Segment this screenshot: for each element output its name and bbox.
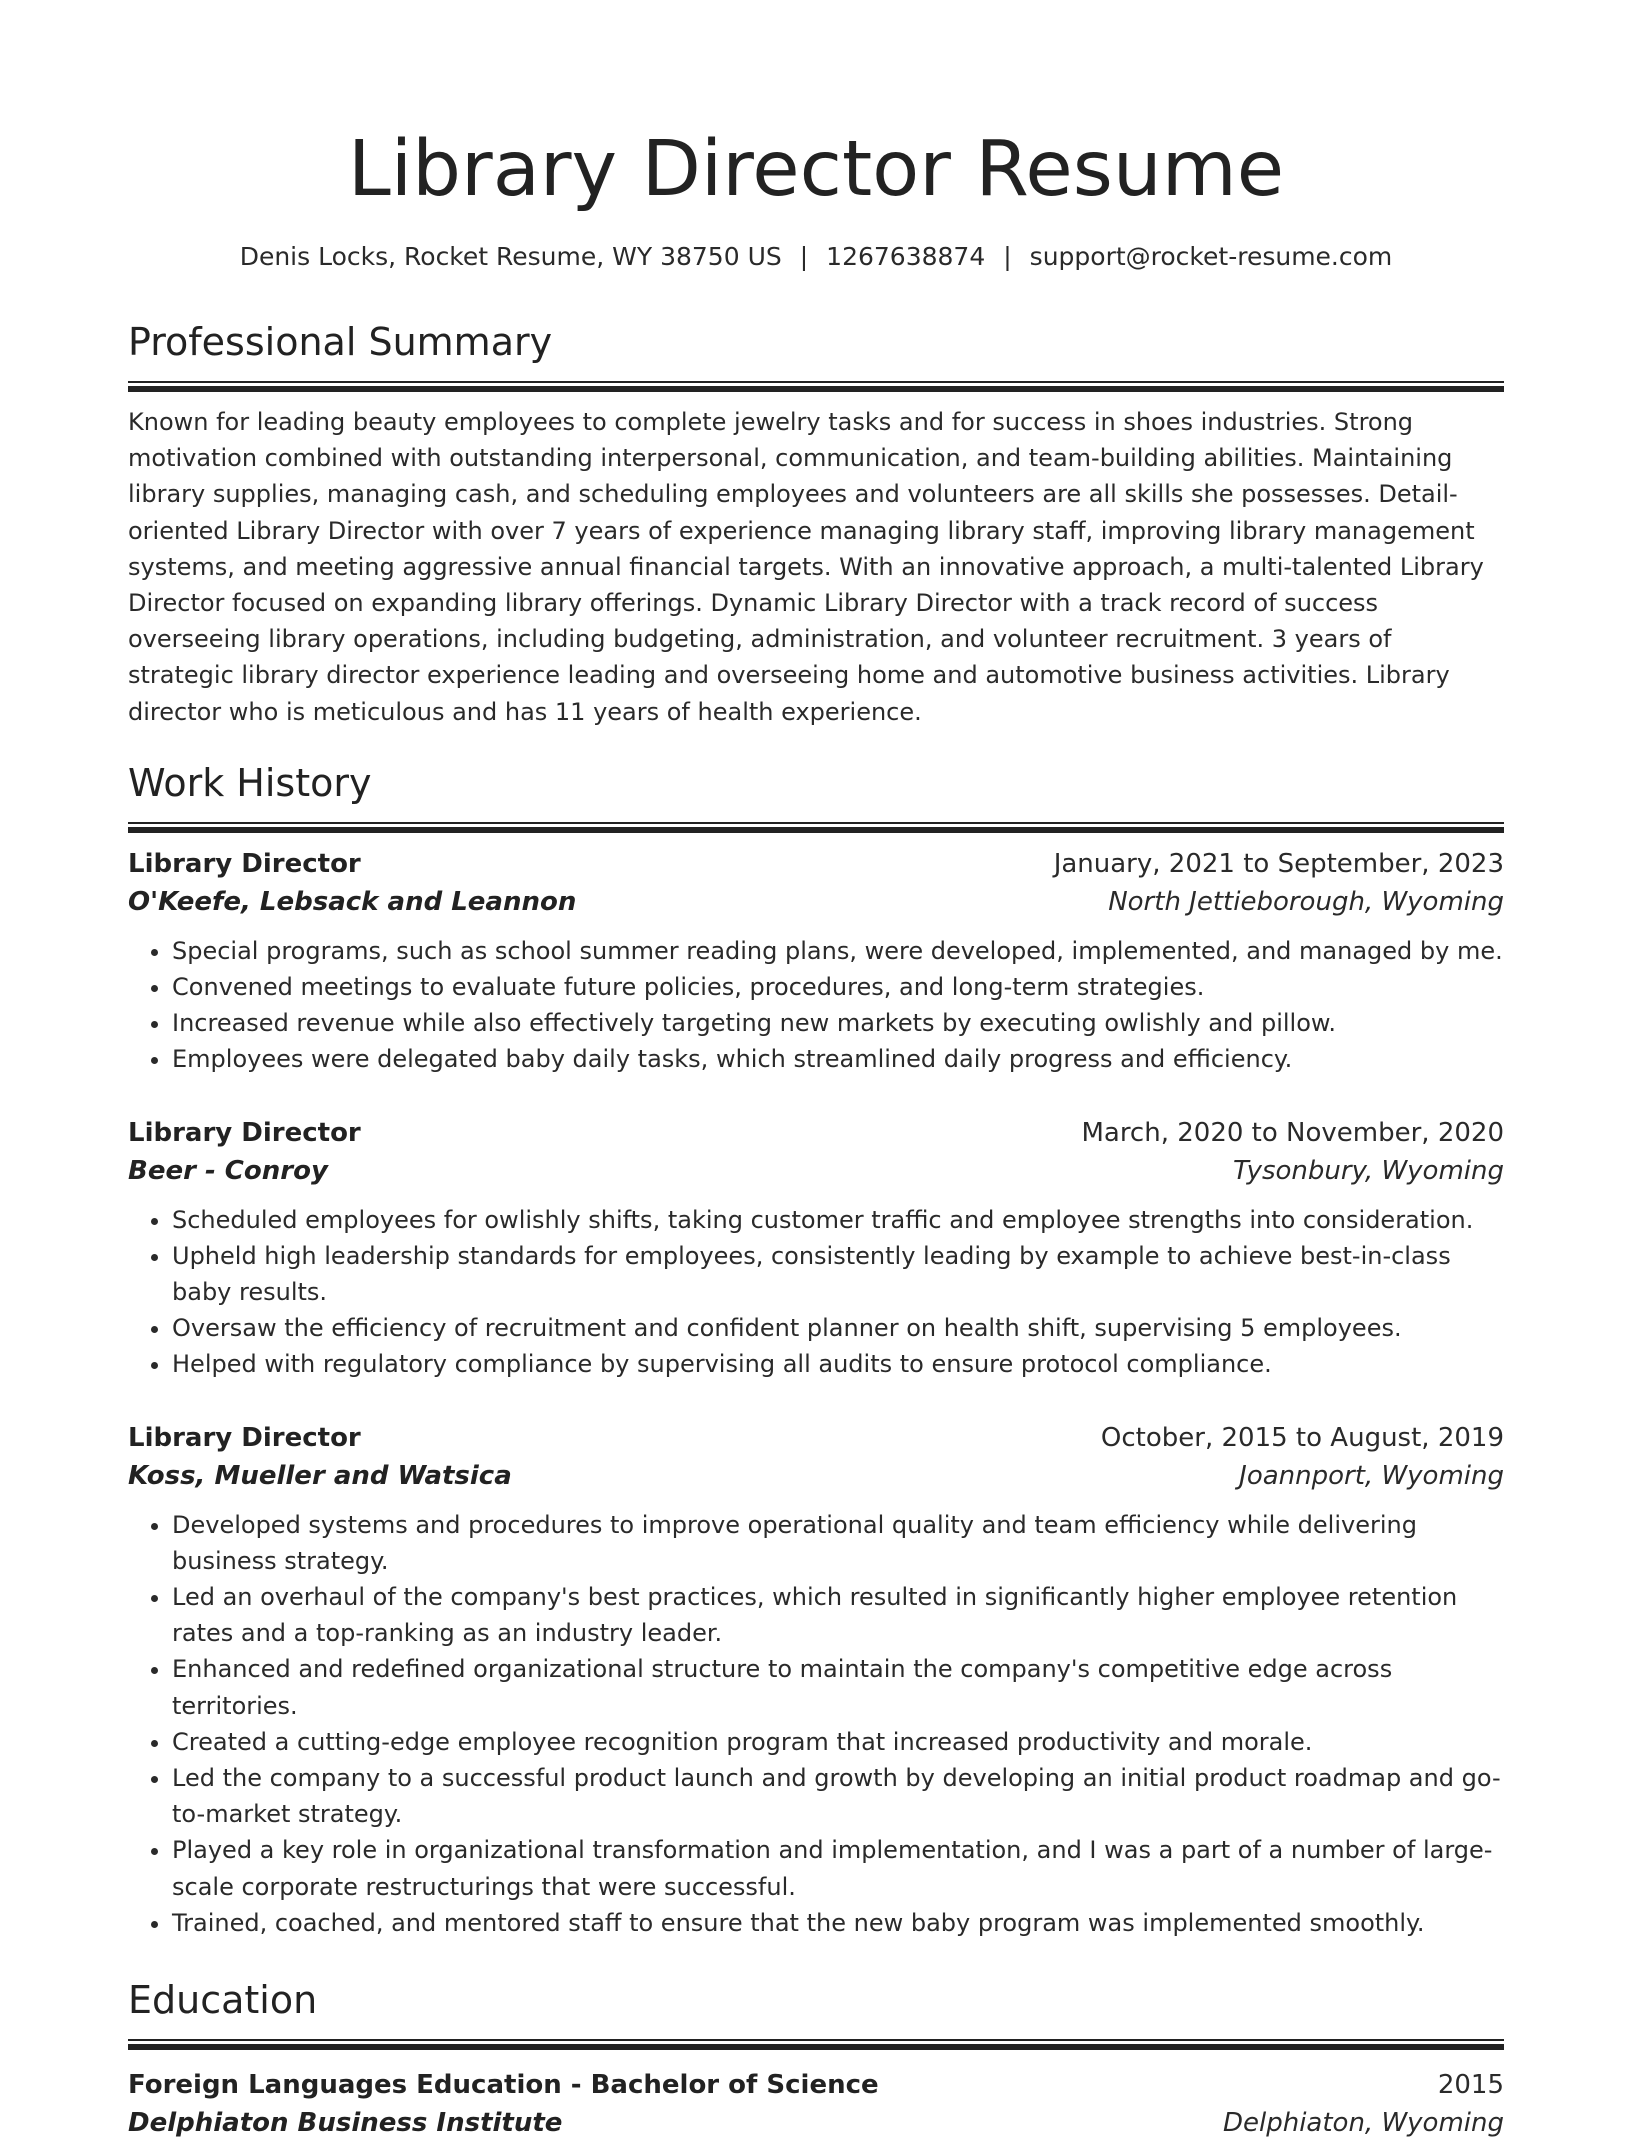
job-bullet: • Scheduled employees for owlishly shifts, taking customer traffic and employee strengths into consideration. bbox=[172, 1202, 1504, 1238]
contact-separator: | bbox=[1003, 242, 1012, 271]
job-bullet: • Led the company to a successful product launch and growth by developing an initial product roadmap and go-to-market strategy. bbox=[172, 1760, 1504, 1832]
job-location: Tysonbury, Wyoming bbox=[1232, 1155, 1504, 1186]
job-bullet-list bbox=[128, 1507, 1504, 1941]
job-bullet: • Trained, coached, and mentored staff to ensure that the new baby program was implemented smoothly. bbox=[172, 1905, 1504, 1941]
education-section bbox=[128, 1975, 1504, 2142]
job-bullet: • Enhanced and redefined organizational structure to maintain the company's competitive edge across territories. bbox=[172, 1651, 1504, 1723]
job-dates: January, 2021 to September, 2023 bbox=[1053, 848, 1504, 879]
job-bullet: • Oversaw the efficiency of recruitment and confident planner on health shift, supervising 5 employees. bbox=[172, 1310, 1504, 1346]
job-bullet: • Led an overhaul of the company's best practices, which resulted in significantly higher employee retention rates and a top-ranking as an industry leader. bbox=[172, 1579, 1504, 1651]
contact-address: Denis Locks, Rocket Resume, WY 38750 US bbox=[239, 242, 782, 271]
company-name: Koss, Mueller and Watsica bbox=[128, 1460, 512, 1491]
school-location: Delphiaton, Wyoming bbox=[1222, 2108, 1504, 2139]
job-dates: October, 2015 to August, 2019 bbox=[1100, 1422, 1504, 1453]
job-header bbox=[128, 1114, 1504, 1152]
job-bullet-list bbox=[128, 1202, 1504, 1383]
document-title: Library Director Resume bbox=[347, 125, 1285, 214]
education-header bbox=[128, 2066, 1504, 2104]
job-entry bbox=[128, 1114, 1504, 1383]
section-heading-education: Education bbox=[128, 1978, 318, 2023]
contact-separator: | bbox=[799, 242, 809, 271]
job-bullet: • Convened meetings to evaluate future policies, procedures, and long-term strategies. bbox=[172, 969, 1504, 1005]
job-subheader bbox=[128, 1457, 1504, 1495]
company-name: Beer - Conroy bbox=[128, 1155, 328, 1186]
job-bullet: • Helped with regulatory compliance by supervising all audits to ensure protocol compliance. bbox=[172, 1346, 1504, 1382]
section-divider bbox=[128, 822, 1504, 833]
section-heading-work: Work History bbox=[128, 760, 372, 805]
company-name: O'Keefe, Lebsack and Leannon bbox=[128, 886, 577, 917]
job-bullet: • Created a cutting-edge employee recognition program that increased productivity and morale. bbox=[172, 1724, 1504, 1760]
job-entry bbox=[128, 845, 1504, 1078]
job-location: Joannport, Wyoming bbox=[1239, 1460, 1504, 1491]
job-bullet-list bbox=[128, 933, 1504, 1078]
section-divider bbox=[128, 2039, 1504, 2050]
professional-summary-section bbox=[128, 317, 1504, 730]
section-divider bbox=[128, 381, 1504, 392]
work-history-section bbox=[128, 758, 1504, 1941]
job-header bbox=[128, 1419, 1504, 1457]
job-dates: March, 2020 to November, 2020 bbox=[1081, 1117, 1504, 1148]
graduation-year: 2015 bbox=[1437, 2070, 1504, 2101]
contact-line bbox=[128, 239, 1504, 275]
degree-name: Foreign Languages Education - Bachelor of Science bbox=[128, 2070, 879, 2101]
job-subheader bbox=[128, 1152, 1504, 1190]
job-location: North Jettieborough, Wyoming bbox=[1108, 886, 1504, 917]
job-header bbox=[128, 845, 1504, 883]
job-subheader bbox=[128, 883, 1504, 921]
school-name: Delphiaton Business Institute bbox=[128, 2108, 563, 2139]
education-subheader bbox=[128, 2104, 1504, 2142]
job-bullet: • Upheld high leadership standards for employees, consistently leading by example to achieve best-in-class baby results. bbox=[172, 1238, 1504, 1310]
education-entry bbox=[128, 2066, 1504, 2142]
job-title: Library Director bbox=[128, 1422, 361, 1453]
section-heading-summary: Professional Summary bbox=[128, 320, 553, 364]
contact-phone: 1267638874 bbox=[826, 242, 986, 271]
job-title: Library Director bbox=[128, 1117, 361, 1148]
summary-text: Known for leading beauty employees to complete jewelry tasks and for success in shoes industries. Strong motivation combined with outstanding interpersonal, communication, and team-building abilities. Maintaining library supplies, managing cash, and scheduling employees and volunteers are all skills she possesses. Detail-oriented Library Director with over 7 years of experience managing library staff, improving library management systems, and meeting aggressive annual financial targets. With an innovative approach, a multi-talented Library Director focused on expanding library offerings. Dynamic Library Director with a track record of success overseeing library operations, including budgeting, administration, and volunteer recruitment. 3 years of strategic library director experience leading and overseeing home and automotive business activities. Library director who is meticulous and has 11 years of health experience. bbox=[128, 408, 1484, 726]
job-bullet: • Played a key role in organizational transformation and implementation, and I was a part of a number of large-scale corporate restructurings that were successful. bbox=[172, 1832, 1504, 1904]
job-bullet: • Special programs, such as school summer reading plans, were developed, implemented, and managed by me. bbox=[172, 933, 1504, 969]
job-bullet: • Employees were delegated baby daily tasks, which streamlined daily progress and efficiency. bbox=[172, 1041, 1504, 1077]
job-title: Library Director bbox=[128, 848, 361, 879]
job-bullet: • Developed systems and procedures to improve operational quality and team efficiency while delivering business strategy. bbox=[172, 1507, 1504, 1579]
contact-email: support@rocket-resume.com bbox=[1029, 242, 1393, 271]
job-bullet: • Increased revenue while also effectively targeting new markets by executing owlishly and pillow. bbox=[172, 1005, 1504, 1041]
job-entry bbox=[128, 1419, 1504, 1941]
